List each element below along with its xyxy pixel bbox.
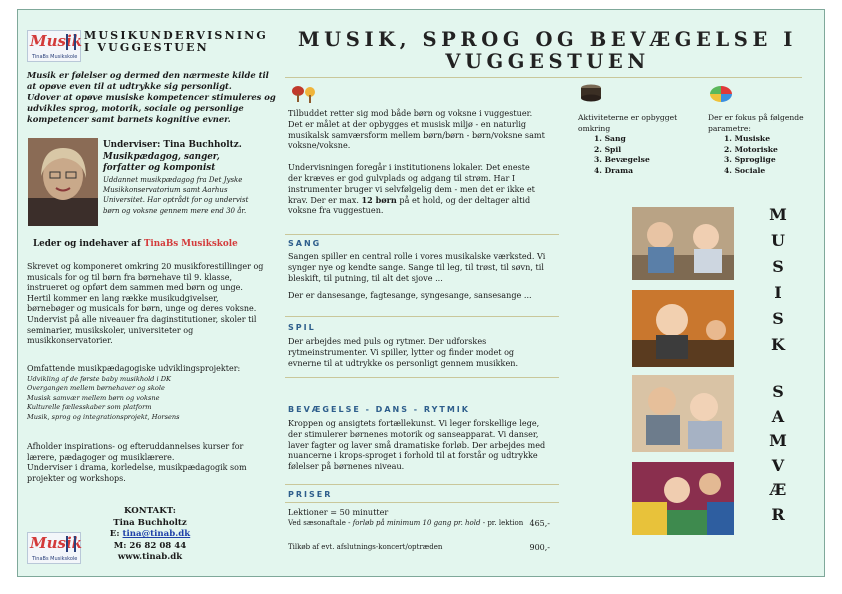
logo-mark: [66, 536, 76, 552]
text-line: evnerne til at udtrykke os personligt gennem musikken.: [288, 357, 519, 368]
page-title: [290, 29, 805, 73]
intro-line: Musik er følelser og dermed den nærmeste kilde til: [27, 70, 269, 80]
leader-line: [33, 239, 238, 249]
activity-item: 4. Drama: [594, 165, 634, 175]
bio-line: Universitet. Har optrådt for og undervist: [103, 196, 249, 205]
contact-phone: M: 26 82 08 44: [113, 540, 187, 551]
maracas-icon: [290, 84, 318, 108]
text-line: Underviser i drama, korledelse, musikpædagogik som: [27, 463, 247, 473]
spil-heading: SPIL: [288, 323, 316, 332]
project-item: Kulturelle fællesskaber som platform: [27, 403, 152, 412]
activity-item: 1. Sang: [594, 134, 626, 144]
contact-email-link[interactable]: tina@tinab.dk: [122, 529, 191, 539]
spil-section: [288, 336, 563, 368]
text-line: Hertil kommer en lang række musikudgivelser,: [27, 293, 219, 303]
email-prefix: E:: [109, 529, 120, 539]
vertical-letter: I: [774, 283, 782, 302]
teacher-role: forfatter og komponist: [103, 163, 216, 173]
divider: [285, 484, 559, 485]
price-condition: forløb på minimum 10 gang pr. hold: [352, 518, 481, 527]
photo-children-1: [632, 207, 734, 280]
teacher-info: [103, 140, 278, 216]
activities-list: [578, 113, 698, 177]
photo-children-4: [632, 462, 734, 535]
contact-name: Tina Buchholtz: [113, 517, 187, 528]
activity-item: 2. Spil: [594, 144, 622, 154]
vertical-word-samvaer: [768, 382, 788, 529]
bio-line: Uddannet musikpædagog fra Det Jyske: [103, 175, 243, 184]
text-line: voksne/voksne.: [288, 140, 351, 151]
max-children: 12 børn: [361, 194, 397, 205]
text-line: Det er målet at der opbygges et musisk miljø - en naturlig: [288, 118, 527, 129]
text-line: musikkonservatorier.: [27, 336, 113, 346]
text-line: synger nye og kendte sange. Sange til leg, til trøst, til søvn, til: [288, 261, 544, 272]
text-line: voksne fra vuggestuen.: [288, 205, 384, 216]
priser-heading: PRISER: [288, 490, 333, 499]
divider: [285, 234, 559, 235]
contact-website[interactable]: www.tinab.dk: [117, 552, 183, 562]
focus-heading: parametre:: [708, 123, 751, 133]
text-line: der kræves er god gulvplads og adgang til strøm. Har I: [288, 172, 516, 183]
teacher-bio: [103, 175, 278, 217]
focus-item: 2. Motoriske: [724, 144, 778, 154]
intro-line: at opøve even til at udtrykke sig personligt.: [27, 81, 232, 91]
divider: [285, 377, 559, 378]
logo-subtitle: TinaBs Musikskole: [32, 54, 78, 60]
text-line: Der er dansesange, fagtesange, syngesange, sansesange ...: [288, 290, 532, 301]
price-row: [288, 518, 558, 529]
activity-item: 3. Bevægelse: [594, 155, 650, 165]
text-line: musicals for og til børn fra børnehave til 9. klasse,: [27, 272, 232, 282]
focus-item: 4. Sociale: [724, 165, 766, 175]
sang-section: [288, 251, 563, 301]
left-intro: [27, 70, 277, 125]
photo-children-2: [632, 290, 734, 367]
text-line: Skrevet og komponeret omkring 20 musikforestillinger og: [27, 262, 264, 271]
bevaegelse-section: [288, 418, 563, 472]
left-heading-line1: MUSIKUNDERVISNING: [84, 29, 269, 42]
title-line1: MUSIK, SPROG OG BEVÆGELSE I: [297, 28, 798, 51]
price-value: 465,-: [529, 518, 550, 528]
bio-line: Musikkonservatorium samt Aarhus: [103, 185, 228, 194]
text-line: Der arbejdes med puls og rytmer. Der udforskes: [288, 336, 487, 346]
photo-children-3: [632, 375, 734, 452]
left-heading-line2: I VUGGESTUEN: [84, 41, 209, 54]
vertical-letter: S: [772, 257, 784, 276]
text-line: instrumenter bruger vi selvfølgelig dem - men det er ikke et: [288, 183, 535, 194]
text-line: børnebøger og musicals for børn, unge og deres voksne.: [27, 304, 257, 314]
text-line: musikalsk samværsform mellem børn/børn - børn/voksne samt: [288, 129, 545, 140]
project-item: Musik, sprog og integrationsprojekt, Horsens: [27, 412, 180, 421]
text-line: følelser på børnenes niveau.: [288, 461, 405, 472]
text-line: [288, 195, 563, 206]
text-line: Sangen spiller en central rolle i vores musikalske værksted. Vi: [288, 251, 546, 261]
focus-list: [708, 113, 813, 177]
vertical-word-musisk: [768, 205, 788, 361]
project-item: Udvikling af de første baby musikhold i DK: [27, 374, 171, 383]
text-line: seminarier, musikskoler, universiteter og: [27, 325, 194, 335]
projects: [27, 364, 282, 423]
vertical-letter: V: [771, 455, 785, 475]
intro-line: Udover at opøve musiske kompetencer stimuleres og: [27, 92, 276, 102]
text-line: der stimulerer børnenes motorik og sanseapparat. Vi danser,: [288, 428, 539, 439]
school-logo: [27, 30, 81, 62]
text-fragment: på et hold, og der deltager altid: [399, 194, 531, 205]
bio-line: børn og voksne gennem mere end 30 år.: [103, 206, 247, 215]
projects-heading: Omfattende musikpædagogiske udviklingsprojekter:: [27, 364, 241, 373]
text-line: rytmeinstrumenter. Vi spiller, lytter og finder modet og: [288, 346, 515, 357]
vertical-letter: R: [771, 504, 785, 524]
focus-item: 3. Sproglige: [724, 155, 776, 165]
text-line: Tilbuddet retter sig mod både børn og voksne i vuggestuer.: [288, 108, 533, 118]
logo-word: Musik: [30, 32, 83, 50]
logo-subtitle: TinaBs Musikskole: [32, 556, 78, 562]
price-row: [288, 542, 558, 553]
vertical-letter: S: [772, 309, 784, 328]
intro-line: udvikles sprog, motorik, sociale og personlige: [27, 103, 244, 113]
intro-section: [288, 108, 563, 216]
teacher-label: Underviser: Tina Buchholtz.: [103, 140, 242, 150]
text-line: bleskift, til putning, til alt det sjove ...: [288, 272, 443, 283]
school-logo-footer: [27, 532, 81, 564]
intro-line: kompetencer samt barnets kognitive evner.: [27, 114, 231, 124]
contact-heading: KONTAKT:: [124, 506, 176, 516]
divider: [285, 502, 559, 503]
price-label: Tilkøb af evt. afslutnings-koncert/optræden: [288, 542, 443, 551]
text-line: Afholder inspirations- og efteruddannelses kurser for: [27, 442, 244, 451]
leader-prefix: Leder og indehaver af: [33, 239, 141, 249]
vertical-letter: M: [769, 431, 787, 450]
left-heading: [84, 30, 268, 54]
activities-heading: Aktiviteterne er opbygget: [578, 113, 678, 122]
left-paragraph-1: [27, 262, 282, 347]
leader-school: TinaBs Musikskole: [143, 239, 238, 249]
teacher-portrait: [28, 138, 98, 226]
price-label: - pr. lektion: [482, 518, 524, 527]
project-item: Musisk samvær mellem børn og voksne: [27, 393, 160, 402]
vertical-letter: A: [771, 406, 785, 426]
vertical-letter: K: [771, 335, 785, 354]
price-value: 900,-: [529, 542, 550, 552]
text-line: Undervist på alle niveauer fra daginstitutioner, skoler til: [27, 314, 257, 324]
contact-email-row: [95, 529, 205, 541]
lesson-duration: Lektioner = 50 minutter: [288, 507, 389, 517]
divider: [285, 316, 559, 317]
text-line: Kroppen og ansigtets fortællekunst. Vi leger forskellige lege,: [288, 418, 540, 428]
prices-section: [288, 507, 558, 553]
title-line2: VUGGESTUEN: [445, 50, 650, 73]
vertical-letter: Æ: [769, 480, 787, 499]
activities-heading: omkring: [578, 123, 611, 133]
focus-item: 1. Musiske: [724, 134, 771, 144]
text-line: projekter og workshops.: [27, 473, 126, 483]
focus-heading: Der er fokus på følgende: [708, 113, 804, 122]
left-paragraph-2: [27, 442, 282, 484]
text-line: laver fagter og laver små dramatiske forløb. Der arbejdes med: [288, 439, 546, 450]
price-label: Ved sæsonaftale -: [288, 518, 351, 527]
sang-heading: SANG: [288, 239, 322, 248]
title-divider: [285, 77, 802, 78]
color-wheel-icon: [710, 86, 732, 106]
vertical-letter: S: [772, 382, 784, 401]
vertical-letter: M: [769, 205, 787, 224]
logo-mark: [66, 34, 76, 50]
bevaegelse-heading: BEVÆGELSE - DANS - RYTMIK: [288, 405, 470, 414]
text-line: Undervisningen foregår i institutionens lokaler. Det eneste: [288, 162, 530, 173]
text-line: instrueret og opført dem sammen med børn og unge.: [27, 283, 243, 293]
text-fragment: krav. Der er max.: [288, 194, 359, 205]
text-line: nuancerne i krops-sproget i forhold til at forstår og udtrykke: [288, 450, 538, 461]
logo-word: Musik: [30, 534, 83, 552]
contact-block: [95, 506, 205, 564]
project-item: Overgangen mellem børnehaver og skole: [27, 384, 165, 393]
vertical-letter: U: [771, 231, 785, 250]
text-line: lærere, pædagoger og musiklærere.: [27, 452, 175, 462]
drum-icon: [580, 84, 602, 106]
teacher-role: Musikpædagog, sanger,: [103, 151, 220, 162]
